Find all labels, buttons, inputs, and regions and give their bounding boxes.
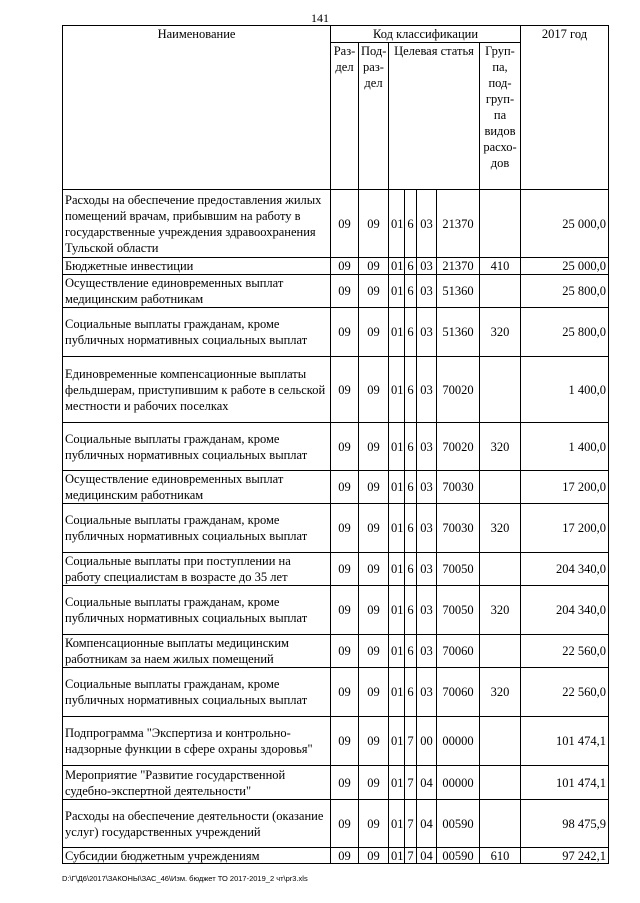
row-name: Социальные выплаты при поступлении на работу специалистам в возрасте до 35 лет	[63, 553, 331, 586]
row-t2: 6	[405, 504, 417, 553]
table-row	[63, 357, 609, 423]
header-razdel	[331, 43, 359, 190]
row-name: Социальные выплаты гражданам, кроме публичных нормативных социальных выплат	[63, 308, 331, 357]
table-row	[63, 275, 609, 308]
row-name: Субсидии бюджетным учреждениям	[63, 848, 331, 864]
row-amount: 22 560,0	[521, 668, 609, 717]
row-razdel: 09	[331, 635, 359, 668]
table-row	[63, 586, 609, 635]
page-number: 141	[311, 11, 329, 25]
row-amount: 1 400,0	[521, 423, 609, 471]
row-podrazdel: 09	[359, 190, 389, 258]
row-podrazdel: 09	[359, 848, 389, 864]
row-amount: 101 474,1	[521, 717, 609, 766]
row-razdel: 09	[331, 471, 359, 504]
row-t4: 00590	[437, 848, 480, 864]
row-t1: 01	[389, 504, 405, 553]
table-row	[63, 848, 609, 864]
footer-file-path: D:\Г\Д6\2017\ЗАКОНЫ\ЗАС_46\Изм. бюджет ТО 2017-2019_2 чт\pr3.xls	[62, 874, 308, 883]
row-podrazdel: 09	[359, 553, 389, 586]
row-name: Социальные выплаты гражданам, кроме публичных нормативных социальных выплат	[63, 668, 331, 717]
row-group: 320	[480, 668, 521, 717]
row-podrazdel: 09	[359, 308, 389, 357]
row-razdel: 09	[331, 766, 359, 800]
row-t1: 01	[389, 848, 405, 864]
row-podrazdel: 09	[359, 423, 389, 471]
row-t4: 70050	[437, 586, 480, 635]
row-t4: 21370	[437, 258, 480, 275]
row-group: 320	[480, 308, 521, 357]
row-t3: 03	[417, 635, 437, 668]
row-podrazdel: 09	[359, 504, 389, 553]
row-t1: 01	[389, 586, 405, 635]
row-t2: 6	[405, 471, 417, 504]
row-t1: 01	[389, 717, 405, 766]
row-group: 320	[480, 504, 521, 553]
row-t2: 6	[405, 357, 417, 423]
table-row	[63, 504, 609, 553]
row-amount: 25 800,0	[521, 275, 609, 308]
row-t1: 01	[389, 357, 405, 423]
row-name: Расходы на обеспечение деятельности (оказание услуг) государственных учреждений	[63, 800, 331, 848]
row-razdel: 09	[331, 275, 359, 308]
row-podrazdel: 09	[359, 635, 389, 668]
row-t2: 7	[405, 766, 417, 800]
row-amount: 98 475,9	[521, 800, 609, 848]
row-t1: 01	[389, 275, 405, 308]
row-t3: 03	[417, 357, 437, 423]
row-t1: 01	[389, 190, 405, 258]
row-t4: 70060	[437, 668, 480, 717]
row-t2: 6	[405, 190, 417, 258]
row-t3: 03	[417, 586, 437, 635]
row-razdel: 09	[331, 800, 359, 848]
row-name: Расходы на обеспечение предоставления жилых помещений врачам, прибывшим на работу в государственные учреждения здравоохранения Тульской области	[63, 190, 331, 258]
row-podrazdel: 09	[359, 668, 389, 717]
row-t1: 01	[389, 553, 405, 586]
table-row	[63, 717, 609, 766]
row-name: Единовременные компенсационные выплаты фельдшерам, приступившим к работе в сельской местности и рабочих поселках	[63, 357, 331, 423]
header-group	[480, 43, 521, 190]
row-t2: 6	[405, 668, 417, 717]
row-razdel: 09	[331, 308, 359, 357]
row-amount: 25 000,0	[521, 258, 609, 275]
row-podrazdel: 09	[359, 586, 389, 635]
row-t3: 03	[417, 190, 437, 258]
row-razdel: 09	[331, 258, 359, 275]
row-razdel: 09	[331, 848, 359, 864]
row-group	[480, 766, 521, 800]
row-t1: 01	[389, 800, 405, 848]
row-t3: 03	[417, 423, 437, 471]
row-amount: 1 400,0	[521, 357, 609, 423]
row-amount: 17 200,0	[521, 504, 609, 553]
row-t1: 01	[389, 258, 405, 275]
row-t2: 7	[405, 800, 417, 848]
row-razdel: 09	[331, 357, 359, 423]
row-t4: 51360	[437, 275, 480, 308]
row-amount: 22 560,0	[521, 635, 609, 668]
table-row	[63, 258, 609, 275]
row-t4: 00000	[437, 717, 480, 766]
header-name: Наименование	[63, 26, 331, 190]
row-amount: 204 340,0	[521, 553, 609, 586]
row-t2: 6	[405, 553, 417, 586]
row-t3: 03	[417, 275, 437, 308]
row-amount: 204 340,0	[521, 586, 609, 635]
row-amount: 97 242,1	[521, 848, 609, 864]
row-name: Мероприятие "Развитие государственной судебно-экспертной деятельности"	[63, 766, 331, 800]
row-razdel: 09	[331, 504, 359, 553]
row-podrazdel: 09	[359, 766, 389, 800]
row-group	[480, 553, 521, 586]
header-year: 2017 год	[521, 26, 609, 190]
row-t1: 01	[389, 423, 405, 471]
row-podrazdel: 09	[359, 258, 389, 275]
row-t2: 6	[405, 586, 417, 635]
row-t4: 21370	[437, 190, 480, 258]
row-podrazdel: 09	[359, 357, 389, 423]
row-t1: 01	[389, 471, 405, 504]
budget-table	[62, 25, 609, 864]
row-t2: 6	[405, 258, 417, 275]
row-amount: 25 000,0	[521, 190, 609, 258]
row-t3: 03	[417, 668, 437, 717]
row-t1: 01	[389, 668, 405, 717]
row-group: 320	[480, 423, 521, 471]
row-podrazdel: 09	[359, 717, 389, 766]
row-name: Социальные выплаты гражданам, кроме публичных нормативных социальных выплат	[63, 423, 331, 471]
row-razdel: 09	[331, 190, 359, 258]
table-row	[63, 553, 609, 586]
row-t1: 01	[389, 766, 405, 800]
row-razdel: 09	[331, 423, 359, 471]
table-row	[63, 471, 609, 504]
row-t3: 03	[417, 553, 437, 586]
row-name: Осуществление единовременных выплат медицинским работникам	[63, 275, 331, 308]
row-t3: 03	[417, 308, 437, 357]
row-name: Компенсационные выплаты медицинским работникам за наем жилых помещений	[63, 635, 331, 668]
table-header	[63, 26, 609, 190]
row-t3: 03	[417, 258, 437, 275]
row-t4: 70030	[437, 471, 480, 504]
row-group	[480, 635, 521, 668]
row-group: 610	[480, 848, 521, 864]
row-podrazdel: 09	[359, 275, 389, 308]
header-group-text: Груп- па, под- груп- па видов расхо- дов	[483, 44, 517, 170]
row-amount: 101 474,1	[521, 766, 609, 800]
row-name: Бюджетные инвестиции	[63, 258, 331, 275]
header-podrazdel-text: Под- раз- дел	[361, 44, 387, 90]
row-group	[480, 357, 521, 423]
row-group	[480, 275, 521, 308]
row-t3: 03	[417, 504, 437, 553]
row-t4: 70060	[437, 635, 480, 668]
header-razdel-text: Раз- дел	[333, 44, 356, 74]
table-row	[63, 190, 609, 258]
row-t3: 04	[417, 848, 437, 864]
table-row	[63, 423, 609, 471]
row-name: Осуществление единовременных выплат медицинским работникам	[63, 471, 331, 504]
row-group: 410	[480, 258, 521, 275]
row-t1: 01	[389, 635, 405, 668]
row-t2: 6	[405, 423, 417, 471]
header-podrazdel	[359, 43, 389, 190]
row-group	[480, 717, 521, 766]
row-amount: 17 200,0	[521, 471, 609, 504]
table-row	[63, 668, 609, 717]
row-razdel: 09	[331, 717, 359, 766]
row-t4: 70050	[437, 553, 480, 586]
table-row	[63, 766, 609, 800]
row-t2: 7	[405, 717, 417, 766]
table-row	[63, 635, 609, 668]
row-t2: 7	[405, 848, 417, 864]
row-t1: 01	[389, 308, 405, 357]
header-code-classification: Код классификации	[331, 26, 521, 43]
row-name: Социальные выплаты гражданам, кроме публичных нормативных социальных выплат	[63, 586, 331, 635]
row-group	[480, 800, 521, 848]
row-t4: 51360	[437, 308, 480, 357]
row-name: Подпрограмма "Экспертиза и контрольно-надзорные функции в сфере охраны здоровья"	[63, 717, 331, 766]
row-t3: 04	[417, 800, 437, 848]
row-group	[480, 471, 521, 504]
row-t4: 70020	[437, 423, 480, 471]
table-body	[63, 190, 609, 864]
row-group	[480, 190, 521, 258]
row-t3: 00	[417, 717, 437, 766]
row-name: Социальные выплаты гражданам, кроме публичных нормативных социальных выплат	[63, 504, 331, 553]
table-row	[63, 800, 609, 848]
row-razdel: 09	[331, 553, 359, 586]
row-podrazdel: 09	[359, 471, 389, 504]
row-t3: 03	[417, 471, 437, 504]
row-group: 320	[480, 586, 521, 635]
table-row	[63, 308, 609, 357]
row-razdel: 09	[331, 586, 359, 635]
row-t2: 6	[405, 635, 417, 668]
row-t2: 6	[405, 308, 417, 357]
header-target: Целевая статья	[389, 43, 480, 190]
row-t2: 6	[405, 275, 417, 308]
row-amount: 25 800,0	[521, 308, 609, 357]
row-t4: 70030	[437, 504, 480, 553]
row-t4: 70020	[437, 357, 480, 423]
row-razdel: 09	[331, 668, 359, 717]
row-podrazdel: 09	[359, 800, 389, 848]
row-t4: 00590	[437, 800, 480, 848]
row-t4: 00000	[437, 766, 480, 800]
row-t3: 04	[417, 766, 437, 800]
